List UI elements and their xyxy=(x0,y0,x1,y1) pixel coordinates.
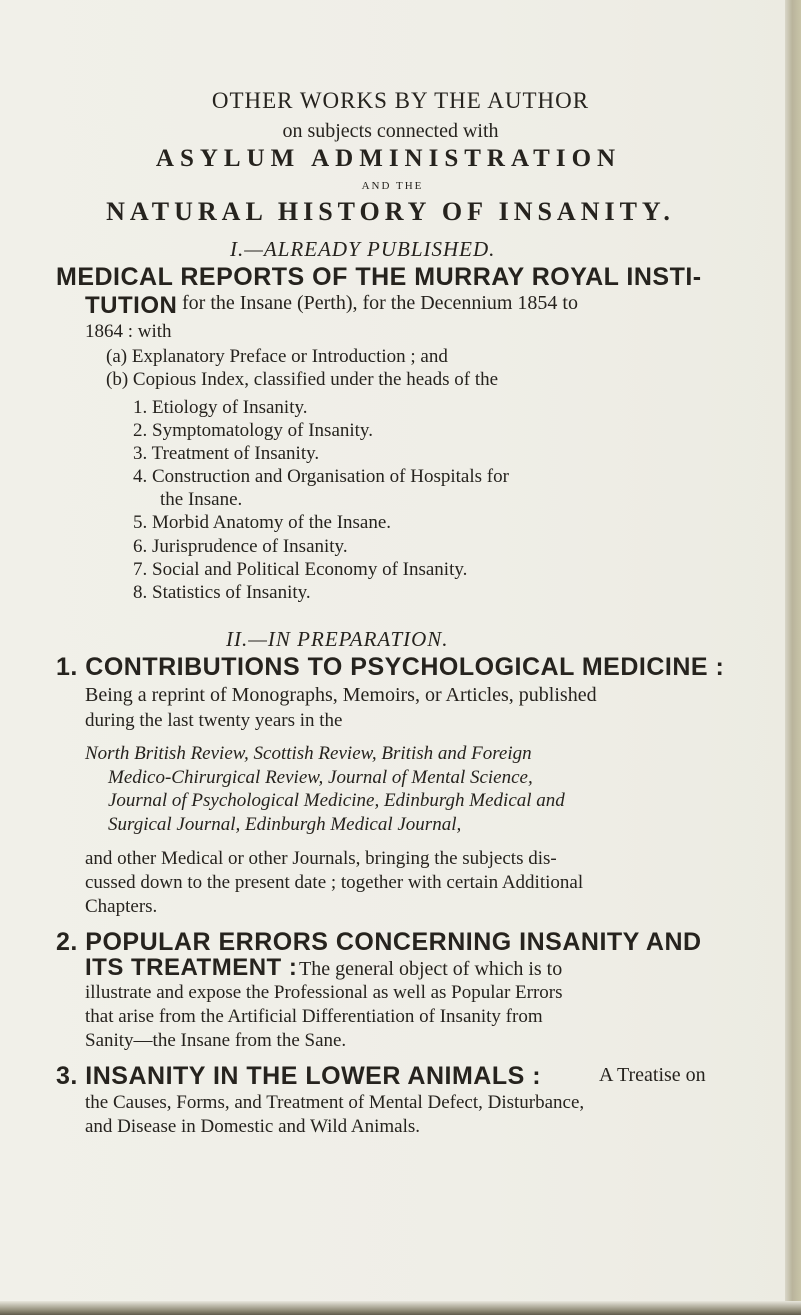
entry-text: and other Medical or other Journals, bringing the subjects dis- xyxy=(85,848,557,869)
entry-text: illustrate and expose the Professional as well as Popular Errors xyxy=(85,982,563,1003)
section-heading-preparation: II.—IN PREPARATION. xyxy=(226,627,449,651)
entry-text: during the last twenty years in the xyxy=(85,710,343,731)
entry-text: The general object of which is to xyxy=(299,958,563,980)
list-item: 1. Etiology of Insanity. xyxy=(133,397,308,418)
entry-text: Being a reprint of Monographs, Memoirs, or Articles, published xyxy=(85,684,597,706)
entry-text: cussed down to the present date ; together with certain Additional xyxy=(85,872,584,893)
entry-title-continued: TUTION xyxy=(85,292,178,319)
entry-title-contributions: 1. CONTRIBUTIONS TO PSYCHOLOGICAL MEDICINE : xyxy=(56,653,725,681)
list-item: 5. Morbid Anatomy of the Insane. xyxy=(133,512,392,533)
list-item: 4. Construction and Organisation of Hospitals for xyxy=(133,466,509,487)
list-item: 7. Social and Political Economy of Insanity. xyxy=(133,559,468,580)
heading-natural-history: NATURAL HISTORY OF INSANITY. xyxy=(106,197,675,226)
entry-title-medical-reports: MEDICAL REPORTS OF THE MURRAY ROYAL INSTI- xyxy=(56,263,702,291)
entry-text: Sanity—the Insane from the Sane. xyxy=(85,1030,347,1051)
entry-text: 1864 : with xyxy=(85,321,172,342)
sub-item-a: (a) Explanatory Preface or Introduction ; and xyxy=(106,346,448,367)
list-item: 6. Jurisprudence of Insanity. xyxy=(133,536,348,557)
journal-list: North British Review, Scottish Review, British and Foreign xyxy=(85,743,532,764)
sub-item-b: (b) Copious Index, classified under the heads of the xyxy=(106,369,499,390)
page-edge xyxy=(785,0,801,1315)
entry-title-lower-animals: 3. INSANITY IN THE LOWER ANIMALS : xyxy=(56,1062,542,1090)
journal-list: Medico-Chirurgical Review, Journal of Mental Science, xyxy=(108,767,533,788)
journal-list: Journal of Psychological Medicine, Edinburgh Medical and xyxy=(108,790,565,811)
page-subtitle: on subjects connected with xyxy=(282,120,499,142)
entry-title-popular-errors: 2. POPULAR ERRORS CONCERNING INSANITY AND xyxy=(56,928,702,956)
list-item: 3. Treatment of Insanity. xyxy=(133,443,320,464)
heading-conjunction: AND THE xyxy=(361,180,424,192)
journal-list: Surgical Journal, Edinburgh Medical Journal, xyxy=(108,814,462,835)
entry-text: for the Insane (Perth), for the Decennium 1854 to xyxy=(182,292,578,314)
list-item: 2. Symptomatology of Insanity. xyxy=(133,420,373,441)
list-item: the Insane. xyxy=(160,489,243,510)
entry-text: the Causes, Forms, and Treatment of Mental Defect, Disturbance, xyxy=(85,1092,585,1113)
entry-text: that arise from the Artificial Differentiation of Insanity from xyxy=(85,1006,543,1027)
section-heading-published: I.—ALREADY PUBLISHED. xyxy=(230,237,496,261)
entry-title-continued: ITS TREATMENT : xyxy=(85,954,298,981)
entry-text: Chapters. xyxy=(85,896,158,917)
entry-text: A Treatise on xyxy=(599,1064,706,1086)
page-title: OTHER WORKS BY THE AUTHOR xyxy=(211,88,590,113)
heading-asylum-administration: ASYLUM ADMINISTRATION xyxy=(155,145,622,172)
list-item: 8. Statistics of Insanity. xyxy=(133,582,311,603)
page-bottom-edge xyxy=(0,1301,801,1315)
entry-text: and Disease in Domestic and Wild Animals. xyxy=(85,1116,421,1137)
